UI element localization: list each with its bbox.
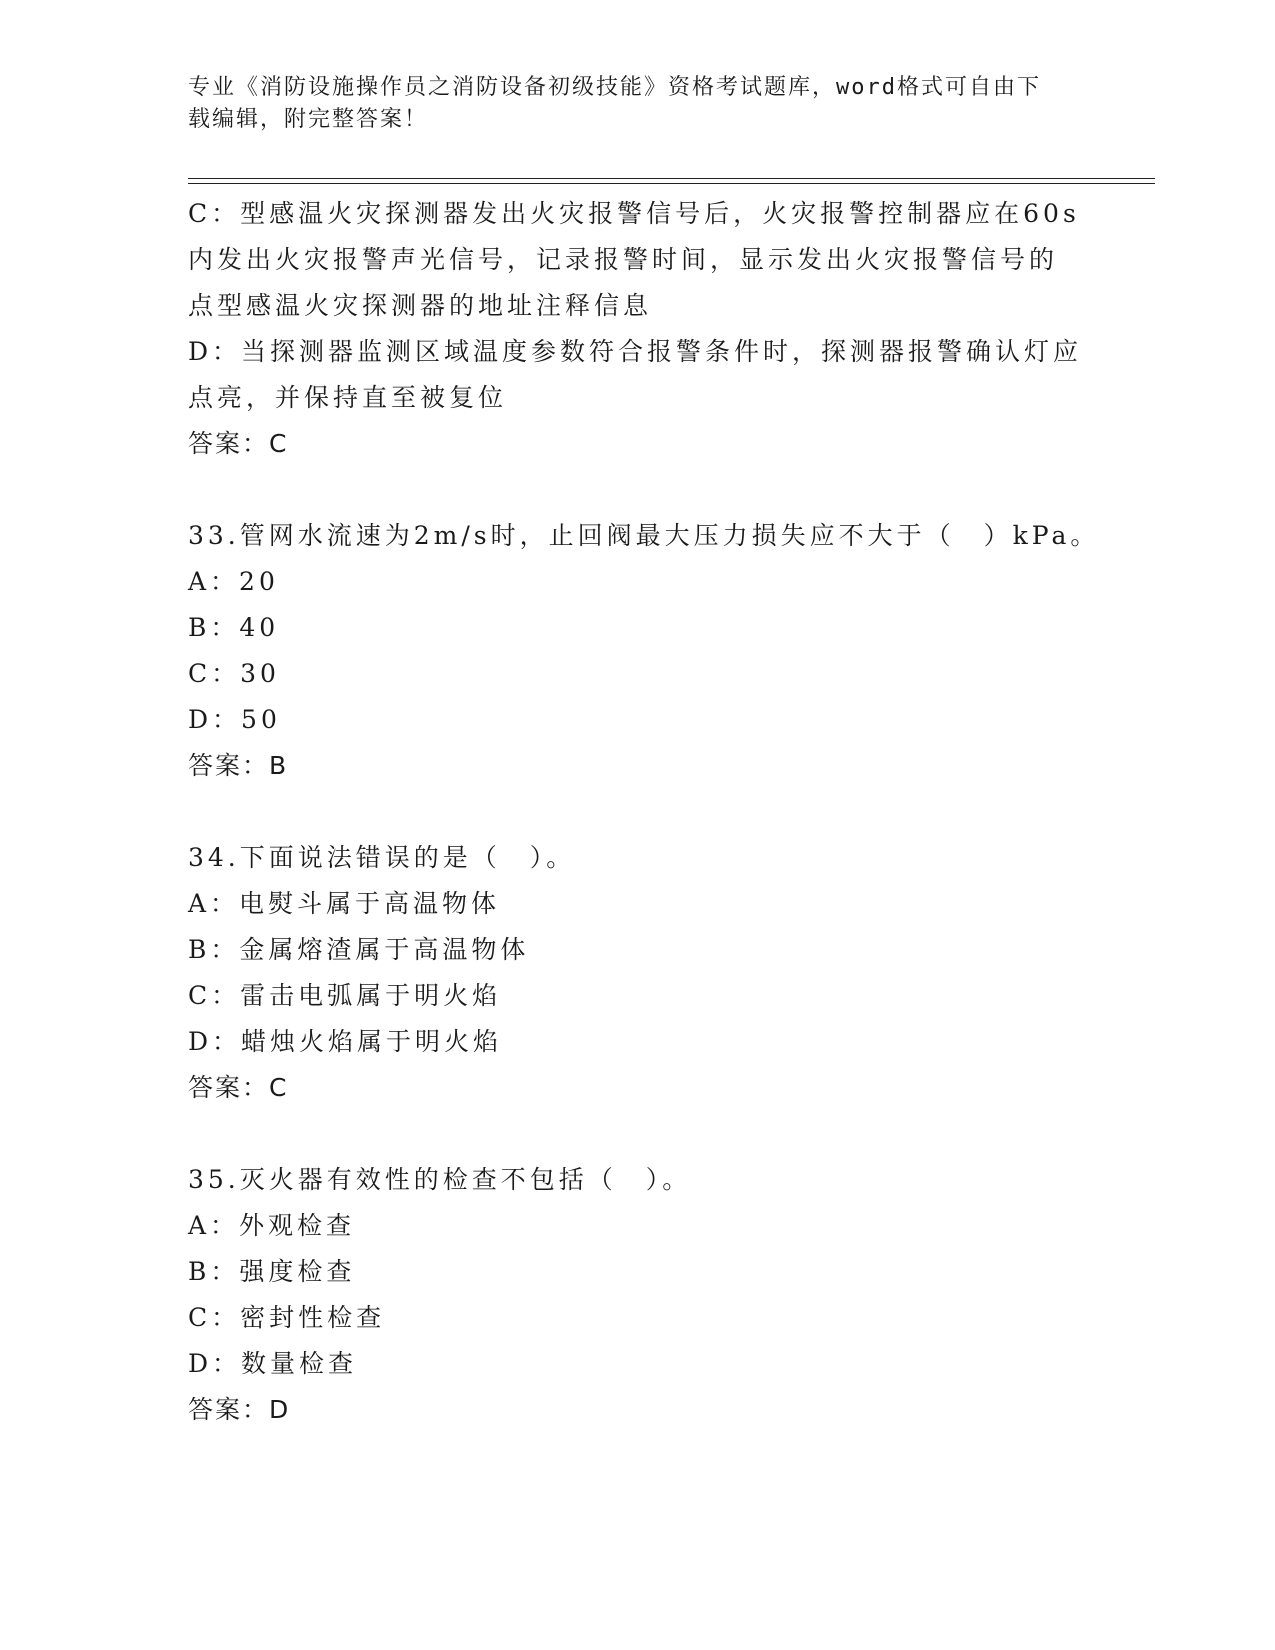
spacer: [188, 1111, 1088, 1157]
header-divider-top: [188, 178, 1155, 179]
spacer: [188, 789, 1088, 835]
q35-option-c: C：密封性检查: [188, 1303, 386, 1332]
q32-option-c-line-3: 点型感温火灾探测器的地址注释信息: [188, 291, 653, 320]
header-title-line-2: 载编辑，附完整答案！: [188, 107, 429, 132]
q35-option-d: D：数量检查: [188, 1349, 358, 1378]
q32-option-c-line-2: 内发出火灾报警声光信号，记录报警时间，显示发出火灾报警信号的: [188, 245, 1059, 274]
q32-option-c-line-1: C：型感温火灾探测器发出火灾报警信号后，火灾报警控制器应在60s: [188, 199, 1080, 228]
q32-option-d-line-1: D：当探测器监测区域温度参数符合报警条件时，探测器报警确认灯应: [188, 337, 1083, 366]
q33-stem: 33.管网水流速为2m/s时，止回阀最大压力损失应不大于（ ）kPa。: [188, 521, 1100, 550]
q35-stem: 35.灭火器有效性的检查不包括（ ）。: [188, 1165, 692, 1194]
q34-option-b: B：金属熔渣属于高温物体: [188, 935, 530, 964]
question-35: [188, 1157, 1088, 1433]
question-content: [188, 191, 1100, 1433]
q33-option-b: B：40: [188, 613, 280, 642]
spacer: [188, 467, 1088, 513]
q35-option-a: A：外观检查: [188, 1211, 356, 1240]
q32-answer: 答案：C: [188, 429, 289, 458]
q35-option-b: B：强度检查: [188, 1257, 356, 1286]
question-33: [188, 513, 1100, 789]
document-header: [188, 72, 1068, 136]
q34-option-c: C：雷击电弧属于明火焰: [188, 981, 502, 1010]
q33-option-c: C：30: [188, 659, 280, 688]
q34-option-d: D：蜡烛火焰属于明火焰: [188, 1027, 503, 1056]
q35-answer: 答案：D: [188, 1395, 291, 1424]
header-title-line-1: 专业《消防设施操作员之消防设备初级技能》资格考试题库，word格式可自由下: [188, 75, 1041, 100]
q33-answer: 答案：B: [188, 751, 289, 780]
question-32-tail: [188, 191, 1088, 467]
q32-option-d-line-2: 点亮，并保持直至被复位: [188, 383, 508, 412]
q33-option-a: A：20: [188, 567, 279, 596]
question-34: [188, 835, 1088, 1111]
header-divider-bottom: [188, 183, 1155, 184]
q34-stem: 34.下面说法错误的是（ ）。: [188, 843, 576, 872]
q34-option-a: A：电熨斗属于高温物体: [188, 889, 501, 918]
q34-answer: 答案：C: [188, 1073, 289, 1102]
q33-option-d: D：50: [188, 705, 281, 734]
